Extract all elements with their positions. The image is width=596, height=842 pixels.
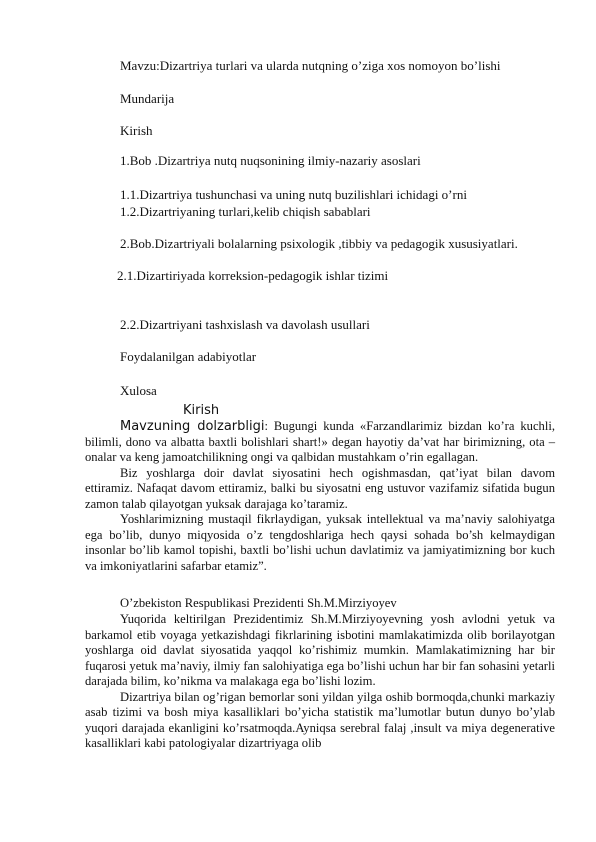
- paragraph-5: Dizartriya bilan og’rigan bemorlar soni yildan yilga oshib bormoqda,chunki markaziy asab tizimi va bosh miya kasalliklari bo’yicha statistik ma’lumotlar butun dunyo bo’ylab yuqori darajada ekanligini ko’rsatmoqda.Ayniqsa serebral falaj ,insult va miya degenerative kasalliklari kabi patologiyalar dizartriyaga olib: [85, 689, 555, 750]
- topic-line: Mavzu:Dizartriya turlari va ularda nutqning o’ziga xos nomoyon bo’lishi: [120, 58, 501, 73]
- body-text-1: [85, 419, 555, 574]
- toc-item-2-2: 2.2.Dizartriyani tashxislash va davolash usullari: [120, 317, 370, 332]
- relevance-text: : Bugungi kunda «Farzandlarimiz bizdan ko’ra kuchli, bilimli, dono va albatta baxtli bolishlari shart!» degan hayotiy da’vat har birimizning, ota – onalar va keng jamoatchilikning ongi va qalbidan mustahkam o’rin egallagan.: [85, 419, 555, 464]
- paragraph-2: Biz yoshlarga doir davlat siyosatini hech ogishmasdan, qat’iyat bilan davom ettiramiz. Nafaqat davom ettiramiz, balki bu siyosatni eng ustuvor vazifamiz sifatida bugun zamon talab qilayotgan yuksak darajaga ko’taramiz.: [85, 465, 555, 511]
- relevance-label: Mavzuning dolzarbligi: [120, 419, 265, 434]
- toc-item-chapter-2: 2.Bob.Dizartriyali bolalarning psixologik ,tibbiy va pedagogik xususiyatlari.: [120, 236, 518, 251]
- toc-item-2-1: 2.1.Dizartiriyada korreksion-pedagogik ishlar tizimi: [117, 268, 389, 283]
- toc-item-1-2: 1.2.Dizartriyaning turlari,kelib chiqish sabablari: [120, 204, 371, 219]
- intro-heading: Kirish: [183, 403, 220, 418]
- toc-item-1-1: 1.1.Dizartriya tushunchasi va uning nutq buzilishlari ichidagi o’rni: [120, 187, 467, 202]
- toc-item-references: Foydalanilgan adabiyotlar: [120, 349, 257, 364]
- contents-title: Mundarija: [120, 91, 175, 106]
- body-text-2: [85, 612, 555, 752]
- paragraph-4: Yuqorida keltirilgan Prezidentimiz Sh.M.Mirziyoyevning yosh avlodni yetuk va barkamol etib voyaga yetkazishdagi fikrlarining isbotini mamlakatimizda olib borilayotgan yoshlarga oid davlat siyosatida yaqqol ko’rishimiz mumkin. Mamlakatimizning har bir fuqarosi yetuk ma’naviy, ilmiy fan salohiyatiga ega bo’lishi uchun har bir fan sohasini yetarli darajada bilim, ko’nikma va malakaga ega bo’lishi lozim.: [85, 612, 555, 688]
- attribution-line: O’zbekiston Respublikasi Prezidenti Sh.M.Mirziyoyev: [120, 596, 397, 610]
- toc-item-conclusion: Xulosa: [120, 383, 157, 398]
- toc-item-chapter-1: 1.Bob .Dizartriya nutq nuqsonining ilmiy-nazariy asoslari: [120, 153, 421, 168]
- paragraph-3: Yoshlarimizning mustaqil fikrlaydigan, yuksak intellektual va ma’naviy salohiyatga ega bo’lib, dunyo miqyosida o’z tengdoshlariga hech qaysi sohada bo’sh kelmaydigan insonlar bo’lib kamol topishi, baxtli bo’lishi uchun davlatimiz va jamiyatimizning bor kuch va imkoniyatlarini safarbar etamiz”.: [85, 512, 555, 573]
- toc-item-intro: Kirish: [120, 123, 153, 138]
- relevance-paragraph: [85, 419, 555, 466]
